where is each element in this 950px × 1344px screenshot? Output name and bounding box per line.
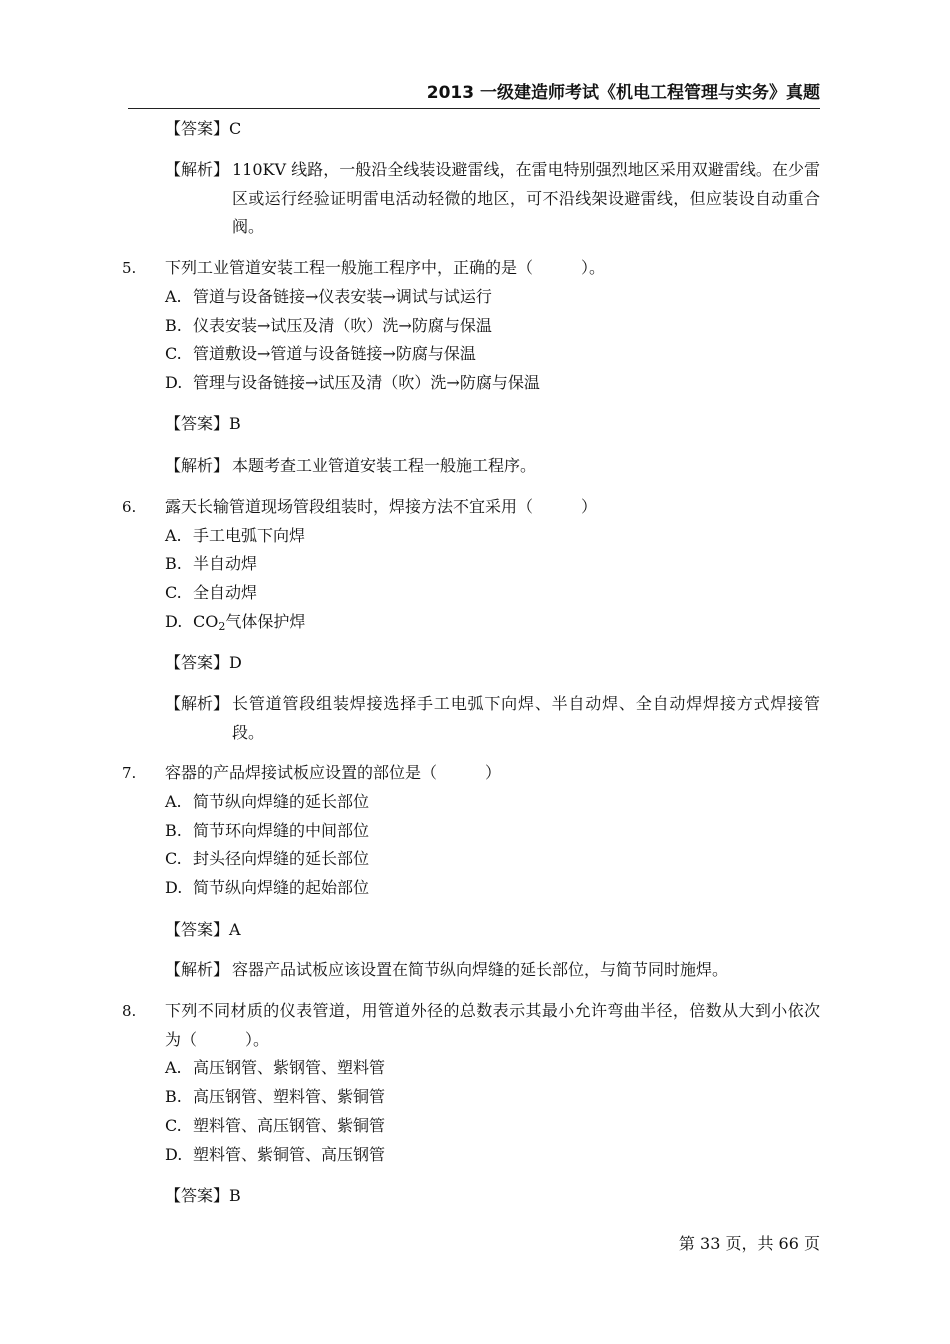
q7-answer: 【答案】A [165, 920, 241, 939]
q6-number: 6. [122, 498, 137, 516]
q6-explanation [165, 690, 820, 747]
q5-explanation [165, 452, 820, 481]
q5-question-text: 下列工业管道安装工程一般施工程序中，正确的是（ ）。 [165, 258, 606, 277]
q8-answer: 【答案】B [165, 1186, 241, 1205]
q6-explanation-text: 长管道管段组装焊接选择手工电弧下向焊、半自动焊、全自动焊焊接方式焊接管段。 [232, 694, 820, 742]
q6-answer: 【答案】D [165, 653, 242, 672]
q4-explanation [165, 156, 820, 242]
q5-option-a-letter: A. [165, 287, 182, 306]
q6-option-b-letter: B. [165, 554, 182, 573]
q6-option-a-text: 手工电弧下向焊 [193, 526, 306, 545]
q7-option-d-text: 简节纵向焊缝的起始部位 [193, 878, 370, 897]
q5-explanation-text: 本题考查工业管道安装工程一般施工程序。 [232, 456, 537, 475]
q5-option-b [165, 312, 492, 341]
q7-option-b-text: 简节环向焊缝的中间部位 [193, 821, 370, 840]
q8-option-d [165, 1141, 385, 1170]
header-divider [128, 108, 820, 109]
q5-option-d [165, 369, 540, 398]
q6-option-b-text: 半自动焊 [193, 554, 258, 573]
q6-option-c-letter: C. [165, 583, 182, 602]
q5-number: 5. [122, 259, 137, 277]
page-header-title: 2013 一级建造师考试《机电工程管理与实务》真题 [426, 83, 820, 103]
q5-option-b-text: 仪表安装→试压及清（吹）洗→防腐与保温 [193, 316, 492, 335]
q6-option-d-formula: CO [193, 612, 219, 631]
q4-explanation-text: 110KV 线路，一般沿全线装设避雷线，在雷电特别强烈地区采用双避雷线。在少雷区或运行经验证明雷电活动轻微的地区，可不沿线架设避雷线，但应装设自动重合阀。 [232, 160, 820, 236]
q8-option-b-text: 高压钢管、塑料管、紫铜管 [193, 1087, 386, 1106]
q6-option-a [165, 522, 305, 551]
q8-number: 8. [122, 1002, 137, 1020]
q7-question-text: 容器的产品焊接试板应设置的部位是（ ） [165, 763, 502, 782]
q5-answer: 【答案】B [165, 414, 241, 433]
q8-option-c [165, 1112, 385, 1141]
q8-option-a-text: 高压钢管、紫钢管、塑料管 [193, 1058, 386, 1077]
q4-answer: 【答案】C [165, 119, 242, 138]
q5-option-c-letter: C. [165, 344, 182, 363]
q7-option-a-letter: A. [165, 792, 182, 811]
q7-explanation-text: 容器产品试板应该设置在简节纵向焊缝的延长部位，与简节同时施焊。 [232, 960, 729, 979]
q7-option-a [165, 788, 369, 817]
q7-option-c [165, 845, 369, 874]
q7-option-c-text: 封头径向焊缝的延长部位 [193, 849, 370, 868]
q5-option-c-text: 管道敷设→管道与设备链接→防腐与保温 [193, 344, 476, 363]
q8-option-b [165, 1083, 385, 1112]
q6-option-a-letter: A. [165, 526, 182, 545]
q8-option-d-letter: D. [165, 1145, 183, 1164]
q5-explanation-tag: 【解析】 [165, 456, 230, 475]
q8-option-c-letter: C. [165, 1116, 182, 1135]
q8-question-text: 下列不同材质的仪表管道，用管道外径的总数表示其最小允许弯曲半径，倍数从大到小依次为（ ）。 [165, 1001, 820, 1049]
q8-option-b-letter: B. [165, 1087, 182, 1106]
q7-option-b-letter: B. [165, 821, 182, 840]
q7-option-d-letter: D. [165, 878, 183, 897]
q5-option-b-letter: B. [165, 316, 182, 335]
q6-option-d-letter: D. [165, 612, 183, 631]
q5-option-d-letter: D. [165, 373, 183, 392]
q6-question-text: 露天长输管道现场管段组装时，焊接方法不宜采用（ ） [165, 497, 598, 516]
q7-explanation-tag: 【解析】 [165, 960, 230, 979]
q8-option-d-text: 塑料管、紫铜管、高压钢管 [193, 1145, 386, 1164]
q8-option-c-text: 塑料管、高压钢管、紫铜管 [193, 1116, 386, 1135]
q7-option-b [165, 817, 369, 846]
q5-option-d-text: 管理与设备链接→试压及清（吹）洗→防腐与保温 [193, 373, 540, 392]
q6-option-d [165, 608, 305, 637]
q5-option-a-text: 管道与设备链接→仪表安装→调试与试运行 [193, 287, 492, 306]
q7-option-c-letter: C. [165, 849, 182, 868]
q6-explanation-tag: 【解析】 [165, 694, 230, 713]
q6-option-c [165, 579, 257, 608]
q8-option-a-letter: A. [165, 1058, 182, 1077]
q6-option-c-text: 全自动焊 [193, 583, 258, 602]
q7-option-a-text: 简节纵向焊缝的延长部位 [193, 792, 370, 811]
q6-option-d-text: 气体保护焊 [225, 612, 306, 631]
page-number: 第 33 页，共 66 页 [678, 1234, 820, 1253]
q6-option-d-subscript: 2 [218, 620, 226, 633]
q6-option-b [165, 550, 257, 579]
q5-option-a [165, 283, 492, 312]
q7-explanation [165, 956, 820, 985]
q4-explanation-tag: 【解析】 [165, 160, 230, 179]
q8-option-a [165, 1054, 385, 1083]
q7-number: 7. [122, 764, 137, 782]
q7-option-d [165, 874, 369, 903]
q5-option-c [165, 340, 476, 369]
